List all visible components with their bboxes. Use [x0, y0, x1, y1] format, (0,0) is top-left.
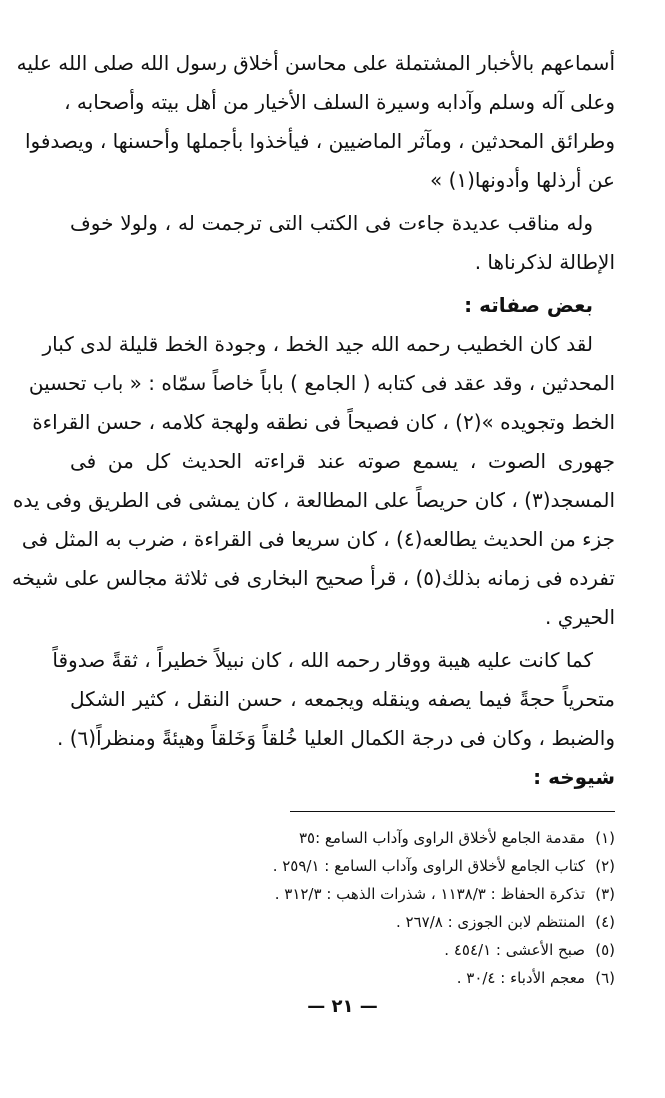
text-line: متحرياً حجةً فيما يصفه وينقله ويجمعه ، حسن النقل ، كثير الشكل	[70, 687, 615, 711]
footnote-number: (٦)	[595, 969, 615, 987]
text-line: جزء من الحديث يطالعه(٤) ، كان سريعا فى القراءة ، ضرب به المثل فى	[21, 527, 615, 551]
footnotes	[70, 824, 615, 992]
footnote-number: (٥)	[595, 941, 615, 959]
book-page	[11, 44, 615, 1054]
text-line: وطرائق المحدثين ، ومآثر الماضيين ، فيأخذوا بأجملها وأحسنها ، ويصدفوا	[24, 129, 615, 153]
footnote-number: (٣)	[595, 885, 615, 903]
text-line: كما كانت عليه هيبة ووقار رحمه الله ، كان نبيلاً خطيراً ، ثقةً صدوقاً	[52, 648, 593, 672]
paragraph-4	[52, 641, 615, 758]
page-number: — ٢١ —	[307, 996, 378, 1017]
text-line: والضبط ، وكان فى درجة الكمال العليا خُلقاً وَخَلقاً وهيئةً ومنظراً(٦) .	[56, 726, 615, 750]
footnote	[70, 880, 615, 908]
text-line: وعلى آله وسلم وآدابه وسيرة السلف الأخيار من أهل بيته وأصحابه ،	[64, 90, 615, 114]
text-line: الحيري .	[545, 605, 615, 629]
text-line: الإطالة لذكرناها .	[474, 250, 615, 274]
section-heading-teachers: شيوخه :	[533, 765, 615, 789]
text-line: لقد كان الخطيب رحمه الله جيد الخط ، وجودة الخط قليلة لدى كبار	[42, 332, 593, 356]
footnote-number: (٢)	[595, 857, 615, 875]
section-heading-traits: بعض صفاته :	[464, 293, 593, 317]
text-line: وله مناقب عديدة جاءت فى الكتب التى ترجمت له ، ولولا خوف	[70, 211, 593, 235]
text-line: الخط وتجويده »(٢) ، كان فصيحاً فى نطقه ولهجة كلامه ، حسن القراءة	[32, 410, 615, 434]
footnote-text: مقدمة الجامع لأخلاق الراوى وآداب السامع :٣٥	[298, 829, 585, 847]
footnote-text: كتاب الجامع لأخلاق الراوى وآداب السامع : ٢٥٩/١ .	[272, 857, 585, 875]
text-line: عن أرذلها وأدونها(١) »	[429, 168, 615, 192]
footnote	[70, 852, 615, 880]
footnote	[70, 936, 615, 964]
footnote-text: تذكرة الحفاظ : ١١٣٨/٣ ، شذرات الذهب : ٣١٢/٣ .	[274, 885, 585, 903]
footnote-text: معجم الأدباء : ٣٠/٤ .	[456, 969, 585, 987]
footnote-separator	[290, 811, 615, 812]
paragraph-3	[11, 325, 615, 637]
text-line: جهورى الصوت ، يسمع صوته عند قراءته الحديث كل من فى	[70, 449, 615, 473]
footnote-text: صبح الأعشى : ٤٥٤/١ .	[444, 941, 585, 959]
footnote-number: (١)	[595, 829, 615, 847]
text-line: أسماعهم بالأخبار المشتملة على محاسن أخلاق رسول الله صلى الله عليه	[16, 51, 615, 75]
footnote-text: المنتظم لابن الجوزى : ٢٦٧/٨ .	[395, 913, 585, 931]
text-line: المسجد(٣) ، كان حريصاً على المطالعة ، كان يمشى فى الطريق وفى يده	[12, 488, 615, 512]
text-line: تفرده فى زمانه بذلك(٥) ، قرأ صحيح البخارى فى ثلاثة مجالس على شيخه	[11, 566, 615, 590]
paragraph-1	[16, 44, 615, 200]
footnote	[70, 824, 615, 852]
text-line: المحدثين ، وقد عقد فى كتابه ( الجامع ) باباً خاصاً سمّاه : « باب تحسين	[28, 371, 615, 395]
footnote	[70, 964, 615, 992]
paragraph-2	[70, 204, 615, 282]
footnote-number: (٤)	[595, 913, 615, 931]
footnote	[70, 908, 615, 936]
